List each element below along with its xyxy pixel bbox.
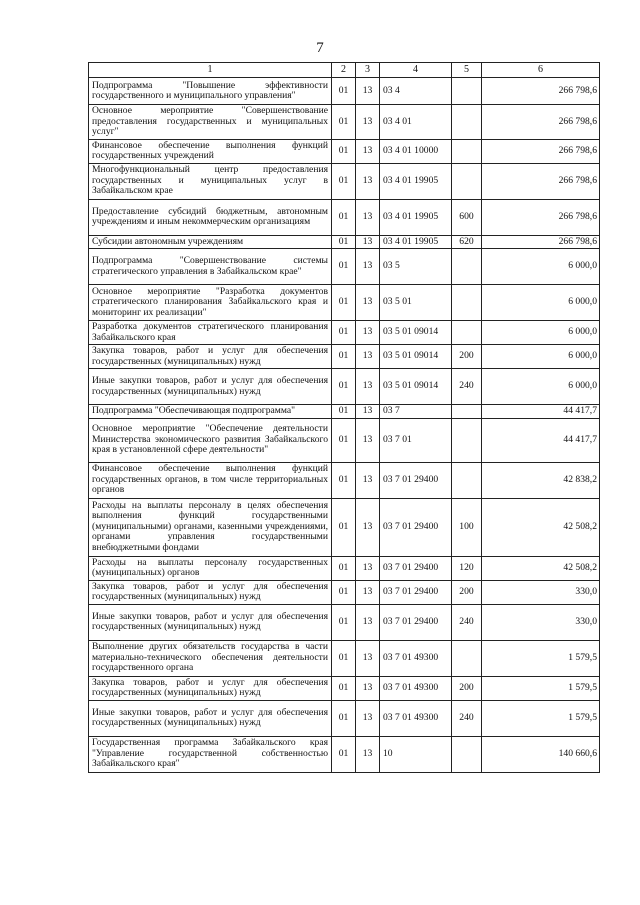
- row-subsection-cell: 13: [356, 676, 380, 700]
- row-target-code-cell: 03 4 01 19905: [380, 235, 452, 249]
- table-row: [89, 345, 600, 369]
- column-header: 4: [380, 63, 452, 78]
- row-expense-type-cell: [452, 418, 482, 462]
- row-subsection-cell: 13: [356, 345, 380, 369]
- row-subsection-cell: 13: [356, 321, 380, 345]
- row-expense-type-cell: [452, 163, 482, 199]
- table-row: [89, 78, 600, 105]
- row-name-cell: Выполнение других обязательств государства в части материально-технического обеспечения деятельности государственного органа: [89, 640, 332, 676]
- table-row: [89, 700, 600, 736]
- row-section-cell: 01: [332, 163, 356, 199]
- row-section-cell: 01: [332, 580, 356, 604]
- row-expense-type-cell: 240: [452, 700, 482, 736]
- row-amount-cell: 6 000,0: [482, 345, 600, 369]
- row-section-cell: 01: [332, 676, 356, 700]
- row-section-cell: 01: [332, 78, 356, 105]
- row-amount-cell: 42 838,2: [482, 462, 600, 498]
- row-amount-cell: 266 798,6: [482, 139, 600, 163]
- row-expense-type-cell: 620: [452, 235, 482, 249]
- row-section-cell: 01: [332, 235, 356, 249]
- row-name-cell: Основное мероприятие "Совершенствование предоставления государственных и муниципальных услуг": [89, 105, 332, 140]
- table-row: [89, 139, 600, 163]
- row-subsection-cell: 13: [356, 78, 380, 105]
- row-expense-type-cell: [452, 285, 482, 321]
- row-name-cell: Государственная программа Забайкальского края "Управление государственной собственностью Забайкальского края": [89, 736, 332, 772]
- row-subsection-cell: 13: [356, 405, 380, 419]
- row-section-cell: 01: [332, 700, 356, 736]
- table-row: [89, 676, 600, 700]
- row-amount-cell: 330,0: [482, 580, 600, 604]
- row-subsection-cell: 13: [356, 249, 380, 285]
- row-name-cell: Основное мероприятие "Разработка документов стратегического планирования Забайкальского края и мониторинг их реализации": [89, 285, 332, 321]
- row-name-cell: Подпрограмма "Совершенствование системы стратегического управления в Забайкальском крае": [89, 249, 332, 285]
- row-amount-cell: 266 798,6: [482, 105, 600, 140]
- row-expense-type-cell: 200: [452, 580, 482, 604]
- budget-table: [88, 62, 600, 773]
- table-row: [89, 498, 600, 556]
- row-subsection-cell: 13: [356, 163, 380, 199]
- row-target-code-cell: 03 7 01 29400: [380, 462, 452, 498]
- row-name-cell: Закупка товаров, работ и услуг для обеспечения государственных (муниципальных) нужд: [89, 676, 332, 700]
- row-target-code-cell: 03 4 01 19905: [380, 199, 452, 235]
- row-subsection-cell: 13: [356, 700, 380, 736]
- row-target-code-cell: 03 4 01: [380, 105, 452, 140]
- row-name-cell: Финансовое обеспечение выполнения функций государственных учреждений: [89, 139, 332, 163]
- row-expense-type-cell: 240: [452, 604, 482, 640]
- column-header: 2: [332, 63, 356, 78]
- row-amount-cell: 44 417,7: [482, 418, 600, 462]
- row-expense-type-cell: [452, 249, 482, 285]
- row-target-code-cell: 03 5 01 09014: [380, 369, 452, 405]
- row-name-cell: Субсидии автономным учреждениям: [89, 235, 332, 249]
- row-section-cell: 01: [332, 345, 356, 369]
- row-section-cell: 01: [332, 640, 356, 676]
- row-section-cell: 01: [332, 105, 356, 140]
- table-row: [89, 405, 600, 419]
- row-target-code-cell: 03 4 01 10000: [380, 139, 452, 163]
- row-subsection-cell: 13: [356, 462, 380, 498]
- page-number: 7: [316, 40, 324, 56]
- row-amount-cell: 44 417,7: [482, 405, 600, 419]
- row-expense-type-cell: 600: [452, 199, 482, 235]
- row-subsection-cell: 13: [356, 199, 380, 235]
- row-subsection-cell: 13: [356, 285, 380, 321]
- table-row: [89, 556, 600, 580]
- row-section-cell: 01: [332, 405, 356, 419]
- row-expense-type-cell: [452, 640, 482, 676]
- row-name-cell: Разработка документов стратегического планирования Забайкальского края: [89, 321, 332, 345]
- row-target-code-cell: 03 7 01 29400: [380, 604, 452, 640]
- row-section-cell: 01: [332, 369, 356, 405]
- row-amount-cell: 266 798,6: [482, 78, 600, 105]
- row-amount-cell: 1 579,5: [482, 700, 600, 736]
- row-subsection-cell: 13: [356, 556, 380, 580]
- row-amount-cell: 42 508,2: [482, 556, 600, 580]
- row-subsection-cell: 13: [356, 736, 380, 772]
- table-row: [89, 321, 600, 345]
- table-row: [89, 249, 600, 285]
- row-name-cell: Расходы на выплаты персоналу в целях обеспечения выполнения функций государственными (муниципальными) органами, казенными учреждениями, органами управления государственными внебюджетными фондами: [89, 498, 332, 556]
- row-amount-cell: 140 660,6: [482, 736, 600, 772]
- row-target-code-cell: 03 5 01 09014: [380, 321, 452, 345]
- column-header: 5: [452, 63, 482, 78]
- row-expense-type-cell: [452, 405, 482, 419]
- row-name-cell: Закупка товаров, работ и услуг для обеспечения государственных (муниципальных) нужд: [89, 580, 332, 604]
- row-target-code-cell: 03 7 01 49300: [380, 676, 452, 700]
- row-target-code-cell: 03 7 01 29400: [380, 556, 452, 580]
- row-section-cell: 01: [332, 285, 356, 321]
- row-section-cell: 01: [332, 462, 356, 498]
- row-subsection-cell: 13: [356, 498, 380, 556]
- row-name-cell: Основное мероприятие "Обеспечение деятельности Министерства экономического развития Забайкальского края в установленной сфере деятельности": [89, 418, 332, 462]
- row-target-code-cell: 03 7: [380, 405, 452, 419]
- row-target-code-cell: 03 5 01: [380, 285, 452, 321]
- row-target-code-cell: 03 7 01 29400: [380, 498, 452, 556]
- row-amount-cell: 6 000,0: [482, 369, 600, 405]
- row-expense-type-cell: [452, 78, 482, 105]
- row-amount-cell: 6 000,0: [482, 321, 600, 345]
- row-expense-type-cell: 240: [452, 369, 482, 405]
- table-row: [89, 163, 600, 199]
- table-row: [89, 604, 600, 640]
- row-amount-cell: 42 508,2: [482, 498, 600, 556]
- row-subsection-cell: 13: [356, 235, 380, 249]
- row-target-code-cell: 03 7 01: [380, 418, 452, 462]
- row-subsection-cell: 13: [356, 418, 380, 462]
- row-amount-cell: 1 579,5: [482, 640, 600, 676]
- row-name-cell: Предоставление субсидий бюджетным, автономным учреждениям и иным некоммерческим организациям: [89, 199, 332, 235]
- row-expense-type-cell: [452, 321, 482, 345]
- table-row: [89, 462, 600, 498]
- table-row: [89, 736, 600, 772]
- row-section-cell: 01: [332, 199, 356, 235]
- row-name-cell: Подпрограмма "Обеспечивающая подпрограмма": [89, 405, 332, 419]
- row-section-cell: 01: [332, 249, 356, 285]
- row-amount-cell: 1 579,5: [482, 676, 600, 700]
- row-amount-cell: 6 000,0: [482, 285, 600, 321]
- table-row: [89, 235, 600, 249]
- column-header: 1: [89, 63, 332, 78]
- column-header: 6: [482, 63, 600, 78]
- row-amount-cell: 330,0: [482, 604, 600, 640]
- row-target-code-cell: 03 7 01 49300: [380, 640, 452, 676]
- row-expense-type-cell: 120: [452, 556, 482, 580]
- row-subsection-cell: 13: [356, 369, 380, 405]
- row-name-cell: Закупка товаров, работ и услуг для обеспечения государственных (муниципальных) нужд: [89, 345, 332, 369]
- row-target-code-cell: 03 4 01 19905: [380, 163, 452, 199]
- row-amount-cell: 266 798,6: [482, 235, 600, 249]
- row-name-cell: Иные закупки товаров, работ и услуг для обеспечения государственных (муниципальных) нужд: [89, 604, 332, 640]
- row-expense-type-cell: [452, 462, 482, 498]
- row-expense-type-cell: 100: [452, 498, 482, 556]
- table-row: [89, 105, 600, 140]
- row-target-code-cell: 03 5 01 09014: [380, 345, 452, 369]
- row-name-cell: Финансовое обеспечение выполнения функций государственных органов, в том числе территориальных органов: [89, 462, 332, 498]
- row-expense-type-cell: 200: [452, 676, 482, 700]
- row-expense-type-cell: [452, 105, 482, 140]
- row-subsection-cell: 13: [356, 105, 380, 140]
- row-name-cell: Многофункциональный центр предоставления государственных и муниципальных услуг в Забайкальском крае: [89, 163, 332, 199]
- row-expense-type-cell: [452, 736, 482, 772]
- row-target-code-cell: 10: [380, 736, 452, 772]
- row-subsection-cell: 13: [356, 640, 380, 676]
- row-subsection-cell: 13: [356, 580, 380, 604]
- row-subsection-cell: 13: [356, 139, 380, 163]
- row-name-cell: Расходы на выплаты персоналу государственных (муниципальных) органов: [89, 556, 332, 580]
- table-row: [89, 418, 600, 462]
- row-target-code-cell: 03 7 01 29400: [380, 580, 452, 604]
- row-section-cell: 01: [332, 604, 356, 640]
- table-row: [89, 580, 600, 604]
- row-section-cell: 01: [332, 321, 356, 345]
- row-target-code-cell: 03 7 01 49300: [380, 700, 452, 736]
- row-target-code-cell: 03 4: [380, 78, 452, 105]
- row-section-cell: 01: [332, 498, 356, 556]
- row-amount-cell: 266 798,6: [482, 163, 600, 199]
- row-subsection-cell: 13: [356, 604, 380, 640]
- table-row: [89, 640, 600, 676]
- row-expense-type-cell: [452, 139, 482, 163]
- row-amount-cell: 266 798,6: [482, 199, 600, 235]
- table-row: [89, 285, 600, 321]
- row-target-code-cell: 03 5: [380, 249, 452, 285]
- row-name-cell: Иные закупки товаров, работ и услуг для обеспечения государственных (муниципальных) нужд: [89, 369, 332, 405]
- row-name-cell: Иные закупки товаров, работ и услуг для обеспечения государственных (муниципальных) нужд: [89, 700, 332, 736]
- table-row: [89, 199, 600, 235]
- row-expense-type-cell: 200: [452, 345, 482, 369]
- row-amount-cell: 6 000,0: [482, 249, 600, 285]
- table-header-row: [89, 63, 600, 78]
- table-row: [89, 369, 600, 405]
- row-section-cell: 01: [332, 139, 356, 163]
- row-name-cell: Подпрограмма "Повышение эффективности государственного и муниципального управления": [89, 78, 332, 105]
- column-header: 3: [356, 63, 380, 78]
- row-section-cell: 01: [332, 736, 356, 772]
- row-section-cell: 01: [332, 556, 356, 580]
- row-section-cell: 01: [332, 418, 356, 462]
